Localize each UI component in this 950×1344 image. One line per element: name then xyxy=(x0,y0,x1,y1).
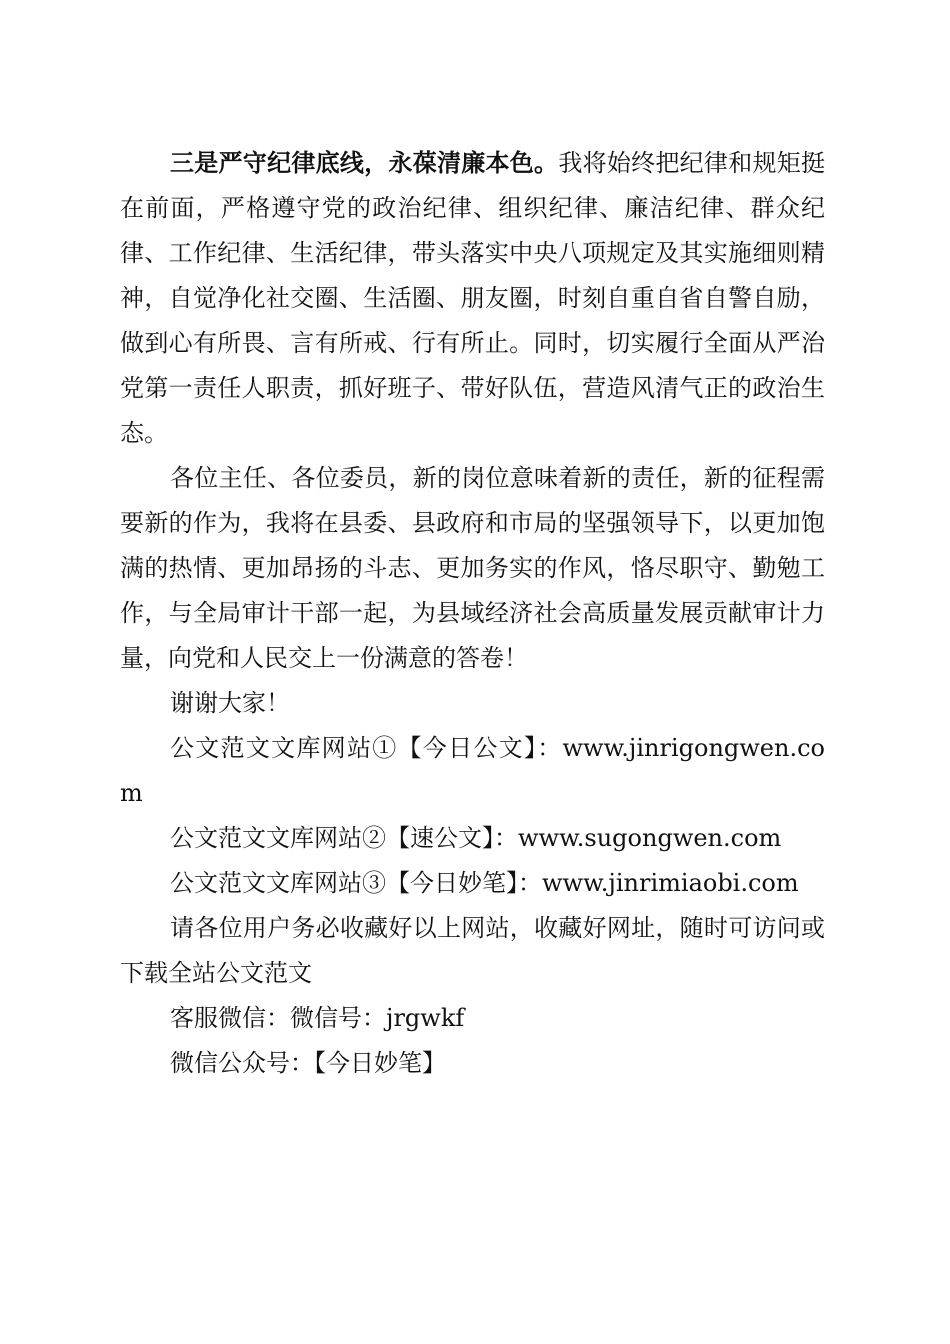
paragraph-closing: 各位主任、各位委员，新的岗位意味着新的责任，新的征程需要新的作为，我将在县委、县政府和市局的坚强领导下，以更加饱满的热情、更加昂扬的斗志、更加务实的作风，恪尽职守、勤勉工作，与全局审计干部一起，为县域经济社会高质量发展贡献审计力量，向党和人民交上一份满意的答卷！ xyxy=(120,464,825,672)
paragraph-text: 我将始终把纪律和规矩挺在前面，严格遵守党的政治纪律、组织纪律、廉洁纪律、群众纪律、工作纪律、生活纪律，带头落实中央八项规定及其实施细则精神，自觉净化社交圈、生活圈、朋友圈，时刻自重自省自警自励，做到心有所畏、言有所戒、行有所止。同时，切实履行全面从严治党第一责任人职责，抓好班子、带好队伍，营造风清气正的政治生态。 xyxy=(120,149,826,447)
paragraph-discipline xyxy=(120,140,825,456)
document-body xyxy=(120,140,825,1086)
paragraph-lead: 三是严守纪律底线，永葆清廉本色。 xyxy=(170,148,559,177)
site-link-1: 公文范文文库网站①【今日公文】：www.jinrigongwen.com xyxy=(120,734,825,807)
thanks-line: 谢谢大家！ xyxy=(170,689,290,717)
site-link-2: 公文范文文库网站②【速公文】：www.sugongwen.com xyxy=(170,824,782,852)
bookmark-notice: 请各位用户务必收藏好以上网站，收藏好网址，随时可访问或下载全站公文范文 xyxy=(120,914,825,987)
site-link-3: 公文范文文库网站③【今日妙笔】：www.jinrimiaobi.com xyxy=(170,869,799,897)
service-wechat: 客服微信：微信号：jrgwkf xyxy=(170,1004,465,1032)
official-account: 微信公众号：【今日妙笔】 xyxy=(170,1049,446,1077)
